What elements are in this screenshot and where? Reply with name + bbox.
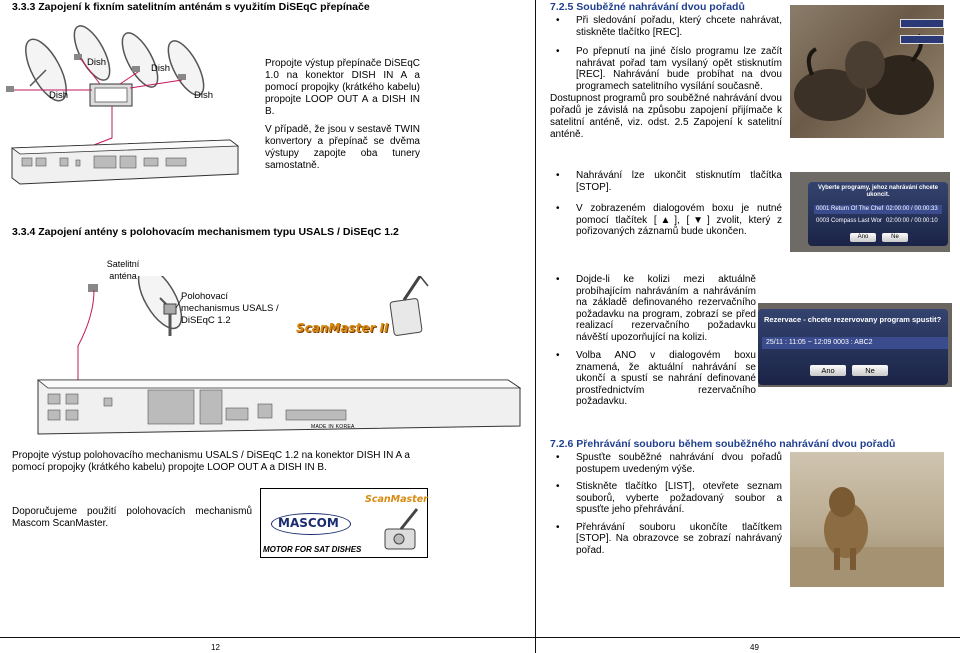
row2-name: 0003 Compass Last Wor — [816, 218, 882, 224]
bullet-rec: • Při sledování pořadu, který chcete nahrávat, stiskněte tlačítko [REC]. — [550, 15, 782, 38]
diseqc-diagram — [0, 18, 262, 190]
wildebeest-photo — [790, 5, 944, 138]
mascom-caption: MOTOR FOR SAT DISHES — [263, 545, 362, 554]
dish-label-2: Dish — [87, 57, 107, 68]
satellite-dish-label: Satelitní anténa — [106, 259, 140, 281]
footer-line — [0, 637, 960, 638]
para-availability: Dostupnost programů pro souběžné nahrávání dvou pořadů je závislá na způsobu zapojení přijímače k satelitní anténě, viz. odst. 2.5 Zapojení k satelitní anténě. — [550, 93, 782, 140]
bullet-select: • V zobrazeném dialogovém boxu je nutné pomocí tlačítek [▲], [▼] zvolit, který z pořizovaných záznamů bude ukončen. — [550, 203, 782, 238]
reservation-dialog-screen — [758, 303, 952, 387]
mascom-text: MASCOM — [278, 516, 339, 530]
bullet-list-726 — [550, 452, 782, 562]
motor-image — [381, 507, 425, 555]
page-divider — [535, 0, 536, 653]
bullet-stop: • Nahrávání lze ukončit stisknutím tlačítka [STOP]. — [550, 170, 782, 193]
motor-label: Polohovací mechanismus USALS / DiSEqC 1.2 — [181, 291, 279, 326]
mascom-scanmaster-text: ScanMaster — [365, 494, 428, 505]
scanmaster-motor — [390, 276, 428, 336]
dish-label-1: Dish — [49, 90, 69, 101]
para-recommend: Doporučujeme použití polohovacích mechanismů Mascom ScanMaster. — [12, 506, 252, 529]
collision-text: • Dojde-li ke kolizi mezi aktuálně probíhajícím nahráváním a nahráváním na základě definovaného rezervačního požadavku na program, zobrazí se před realizací rezervačního požadavku návěští upozorňující na kolizi. — [576, 274, 756, 343]
section-333-title: 3.3.3 Zapojení k fixním satelitním anténám s využitím DiSEqC přepínače — [12, 1, 370, 13]
made-in-korea: MADE IN KOREA — [311, 424, 355, 430]
bullet-switch: • Po přepnutí na jiné číslo programu lze začít nahrávat pořad tam vysílaný opět stisknutím [REC]. Nahrávání bude probíhat na dvou programech satelitního vysílání současně. — [550, 46, 782, 92]
bullet-start: • Spusťte souběžné nahrávání dvou pořadů postupem uvedeným výše. — [550, 452, 782, 475]
stop-dialog-title: Vyberte programy, jehoz nahrávání chcete ukoncit. — [817, 185, 939, 198]
s333-para-2: V případě, že jsou v sestavě TWIN konvertory a přepínač se dvěma výstupy zapojte oba tunery samostatně. — [265, 124, 420, 171]
reservation-dialog — [758, 309, 948, 385]
row2-time: 02:00:00 / 00:00:10 — [886, 218, 938, 224]
rec-indicator-1 — [900, 19, 944, 28]
s333-para-1: Propojte výstup přepínače DiSEqC 1.0 na konektor DISH IN A a pomocí propojky (krátkého kabelu) propojte LOOP OUT A a DISH IN B. — [265, 58, 420, 117]
section-725-title: 7.2.5 Souběžné nahrávání dvou pořadů — [550, 1, 745, 13]
reservation-dialog-title: Rezervace - chcete rezervovany program spustit? — [764, 315, 942, 324]
scanmaster-ii-logo: ScanMaster II — [296, 321, 389, 335]
bullet-list-725b — [550, 170, 782, 244]
reservation-dialog-row[interactable]: 25/11 : 11:05 ~ 12:09 0003 : ABC2 — [762, 337, 948, 349]
stop-dialog-ne-button[interactable]: Ne — [882, 233, 908, 242]
ano-text: • Volba ANO v dialogovém boxu znamená, že aktuální nahrávání se ukončí a spustí se nahrání definované prostřednictvím rezervačního požadavku. — [576, 350, 756, 407]
left-page-number: 12 — [211, 643, 220, 652]
section-726-title: 7.2.6 Přehrávání souboru během souběžného nahrávání dvou pořadů — [550, 438, 896, 450]
stop-dialog — [808, 182, 948, 246]
bullet-stop-playback: • Přehrávání souboru ukončíte tlačítkem [STOP]. Na obrazovce se zobrazí nahrávaný pořad. — [550, 522, 782, 557]
lion-photo — [790, 452, 944, 587]
reservation-ne-button[interactable]: Ne — [852, 365, 888, 376]
reservation-ano-button[interactable]: Ano — [810, 365, 846, 376]
collision-first-line — [576, 274, 960, 285]
row1-time: 02:00:00 / 00:00:33 — [886, 206, 938, 212]
mascom-logo-box — [260, 488, 428, 558]
stop-dialog-row-1[interactable] — [814, 205, 942, 214]
stop-dialog-ano-button[interactable]: Ano — [850, 233, 876, 242]
bullet-list: • Stiskněte tlačítko [LIST], otevřete seznam souborů, vyberte požadovaný soubor a spusťte jeho přehrávání. — [550, 481, 782, 516]
section-334-title: 3.3.4 Zapojení antény s polohovacím mechanismem typu USALS / DiSEqC 1.2 — [12, 226, 399, 238]
stop-dialog-row-2[interactable] — [814, 217, 942, 226]
dish-2 — [67, 21, 116, 85]
dish-label-4: Dish — [194, 90, 214, 101]
dish-label-3: Dish — [151, 63, 171, 74]
bullet-list-725a — [550, 15, 782, 98]
rec-indicator-2 — [900, 35, 944, 44]
motor-dish — [88, 276, 190, 336]
right-page-number: 49 — [750, 643, 759, 652]
stop-dialog-screen — [790, 172, 950, 252]
row1-name: 0001 Return Of The Chef — [816, 206, 884, 212]
para-connect: Propojte výstup polohovacího mechanismu USALS / DiSEqC 1.2 na konektor DISH IN A a pomocí propojky (krátkého kabelu) propojte LOOP OUT A a DISH IN B. — [12, 450, 410, 473]
